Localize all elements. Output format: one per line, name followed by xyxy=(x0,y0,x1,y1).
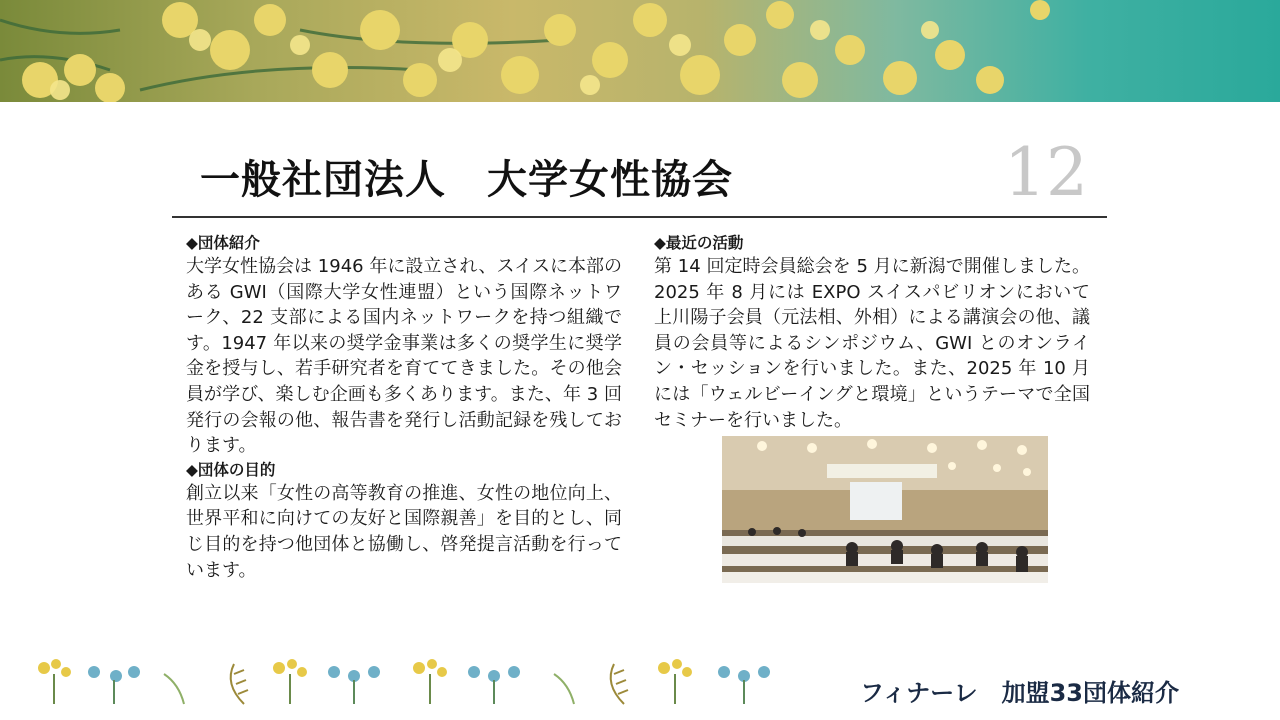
page-title: 一般社団法人 大学女性協会 xyxy=(200,157,733,203)
activity-heading: ◆最近の活動 xyxy=(654,234,744,252)
page-number: 12 xyxy=(1004,134,1088,211)
mimosa-illustration xyxy=(0,0,1280,102)
right-column xyxy=(654,232,1090,433)
flower-border-decoration xyxy=(24,654,794,710)
left-column xyxy=(186,232,622,583)
purpose-heading: ◆団体の目的 xyxy=(186,460,276,479)
header-banner-image xyxy=(0,0,1280,102)
conference-photo xyxy=(722,436,1048,583)
purpose-paragraph: 創立以来「女性の高等教育の推進、女性の地位向上、世界平和に向けての友好と国際親善」を目的とし、同じ目的を持つ他団体と協働し、啓発提言活動を行っています。 xyxy=(186,482,622,581)
intro-heading: ◆団体紹介 xyxy=(186,234,260,252)
activity-paragraph: 第 14 回定時会員総会を 5 月に新潟で開催しました。2025 年 8 月には EXPO スイスパビリオンにおいて上川陽子会員（元法相、外相）による講演会の他、議員の会員等によるシンポジウム、GWI とのオンライン・セッションを行いました。また、2025 年 10 月には「ウェルビーイングと環境」というテーマで全国セミナーを行いました。 xyxy=(654,256,1090,431)
title-divider xyxy=(172,216,1107,218)
intro-paragraph: 大学女性協会は 1946 年に設立され、スイスに本部のある GWI（国際大学女性連盟）という国際ネットワーク、22 支部による国内ネットワークを持つ組織です。1947 年以来の奨学金事業は多くの奨学生に奨学金を授与し、若手研究者を育ててきました。その他会員が学び、楽しむ企画も多くあります。また、年 3 回発行の会報の他、報告書を発行し活動記録を残しております。 xyxy=(186,256,622,457)
footer-label: フィナーレ 加盟33団体紹介 xyxy=(860,679,1179,707)
